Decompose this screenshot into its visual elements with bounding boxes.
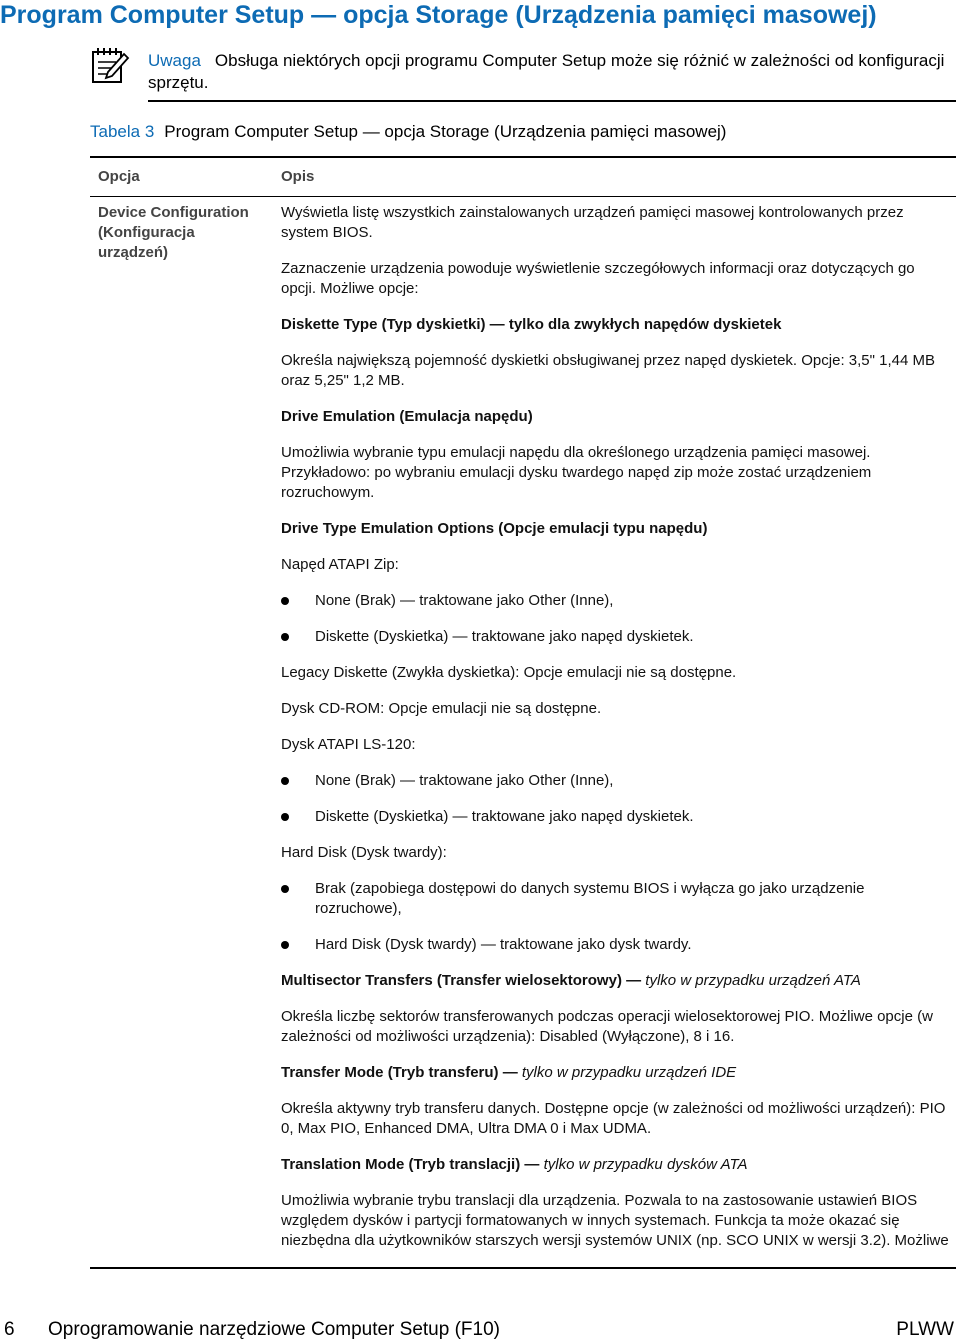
subheading-transfer-mode — [281, 1063, 953, 1083]
subheading-qualifier: tylko w przypadku dysków ATA — [543, 1156, 748, 1173]
paragraph: Dysk ATAPI LS-120: — [281, 736, 416, 753]
list-item — [281, 935, 953, 955]
note-body: Obsługa niektórych opcji programu Computer Setup może się różnić w zależności od konfiguracji sprzętu. — [148, 51, 945, 92]
paragraph: Dysk CD-ROM: Opcje emulacji nie są dostępne. — [281, 700, 602, 717]
paragraph: Hard Disk (Dysk twardy): — [281, 844, 447, 861]
bullet-icon — [281, 885, 289, 893]
note-pad-icon — [90, 44, 130, 86]
table-caption-label: Tabela 3 — [90, 122, 155, 141]
table-header-divider — [90, 196, 956, 197]
table-caption-text: Program Computer Setup — opcja Storage (Urządzenia pamięci masowej) — [164, 122, 727, 141]
list-item — [281, 807, 953, 827]
list-item — [281, 771, 953, 791]
subheading-drive-emulation: Drive Emulation (Emulacja napędu) — [281, 408, 533, 425]
bullet-list — [281, 879, 953, 955]
paragraph: Określa aktywny tryb transferu danych. Dostępne opcje (w zależności od możliwości urządzeń): PIO 0, Max PIO, Enhanced DMA, Ultra DMA 0 i Max UDMA. — [281, 1100, 946, 1137]
paragraph: Umożliwia wybranie trybu translacji dla urządzenia. Pozwala to na zastosowanie ustawień BIOS względem dysków i partycji formatowanych w innych systemach. Funkcja ta może okazać się niezbędna dla użytkowników starszych wersji systemów UNIX (np. SCO UNIX w wersji 3.2). Możliwe — [281, 1192, 949, 1249]
page-title: Program Computer Setup — opcja Storage (Urządzenia pamięci masowej) — [0, 1, 877, 29]
list-item — [281, 591, 953, 611]
table-top-divider — [90, 156, 956, 158]
subheading-qualifier: tylko w przypadku urządzeń IDE — [521, 1064, 737, 1081]
list-item-text: None (Brak) — traktowane jako Other (Inne), — [315, 592, 614, 609]
note-divider — [148, 100, 956, 102]
paragraph: Określa liczbę sektorów transferowanych podczas operacji wielosektorowej PIO. Możliwe opcje (w zależności od możliwości urządzenia): Disabled (Wyłączone), 8 i 16. — [281, 1008, 933, 1045]
list-item-text: Diskette (Dyskietka) — traktowane jako napęd dyskietek. — [315, 808, 694, 825]
bullet-icon — [281, 777, 289, 785]
note-label: Uwaga — [148, 51, 201, 70]
list-item-text: Hard Disk (Dysk twardy) — traktowane jako dysk twardy. — [315, 936, 692, 953]
list-item-text: Brak (zapobiega dostępowi do danych systemu BIOS i wyłącza go jako urządzenie rozruchowe), — [315, 880, 865, 917]
paragraph: Umożliwia wybranie typu emulacji napędu dla określonego urządzenia pamięci masowej. Przykładowo: po wybraniu emulacji dysku twardego napęd zip może zostać urządzeniem rozruchowym. — [281, 444, 872, 501]
subheading-qualifier: tylko w przypadku urządzeń ATA — [645, 972, 861, 989]
subheading-text: Transfer Mode (Tryb transferu) — — [281, 1064, 518, 1081]
page-number: 6 — [4, 1319, 15, 1340]
bullet-icon — [281, 633, 289, 641]
list-item-text: Diskette (Dyskietka) — traktowane jako napęd dyskietek. — [315, 628, 694, 645]
bullet-list — [281, 591, 953, 647]
footer-title: Oprogramowanie narzędziowe Computer Setup (F10) — [48, 1319, 500, 1340]
column-header-description: Opis — [281, 168, 315, 185]
paragraph: Zaznaczenie urządzenia powoduje wyświetlenie szczegółowych informacji oraz dotyczących go opcji. Możliwe opcje: — [281, 260, 915, 297]
paragraph: Wyświetla listę wszystkich zainstalowanych urządzeń pamięci masowej kontrolowanych przez system BIOS. — [281, 204, 904, 241]
footer-divider — [90, 1267, 956, 1269]
footer-document-code: PLWW — [896, 1319, 954, 1340]
subheading-text: Multisector Transfers (Transfer wielosektorowy) — — [281, 972, 642, 989]
subheading-translation-mode — [281, 1155, 953, 1175]
list-item — [281, 879, 953, 919]
table-caption — [90, 121, 726, 143]
row-label-device-configuration: Device Configuration (Konfiguracja urządzeń) — [98, 204, 249, 261]
bullet-icon — [281, 941, 289, 949]
subheading-text: Translation Mode (Tryb translacji) — — [281, 1156, 540, 1173]
paragraph: Określa największą pojemność dyskietki obsługiwanej przez napęd dyskietek. Opcje: 3,5" 1,44 MB oraz 5,25" 1,2 MB. — [281, 352, 935, 389]
paragraph: Napęd ATAPI Zip: — [281, 556, 399, 573]
column-header-option: Opcja — [98, 168, 140, 185]
description-cell — [281, 203, 953, 1267]
bullet-icon — [281, 597, 289, 605]
bullet-icon — [281, 813, 289, 821]
list-item-text: None (Brak) — traktowane jako Other (Inne), — [315, 772, 614, 789]
bullet-list — [281, 771, 953, 827]
list-item — [281, 627, 953, 647]
note-text — [148, 50, 956, 94]
subheading-multisector-transfers — [281, 971, 953, 991]
subheading-diskette-type: Diskette Type (Typ dyskietki) — tylko dla zwykłych napędów dyskietek — [281, 316, 782, 333]
paragraph: Legacy Diskette (Zwykła dyskietka): Opcje emulacji nie są dostępne. — [281, 664, 737, 681]
subheading-drive-type-emulation: Drive Type Emulation Options (Opcje emulacji typu napędu) — [281, 520, 708, 537]
